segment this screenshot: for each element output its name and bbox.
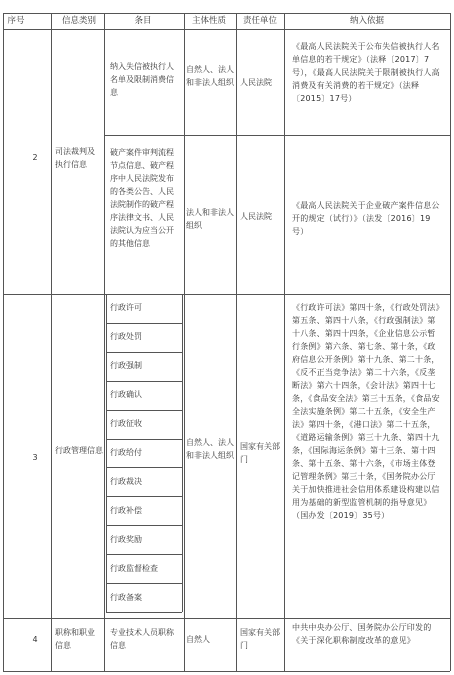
row-4-no: 4	[32, 635, 38, 644]
item-cell-line	[106, 612, 182, 613]
row-3-category: 行政管理信息	[55, 446, 103, 455]
row-4-category: 职称和职业信息	[55, 628, 95, 650]
row-3-basis: 《行政许可法》第四十条，《行政处罚法》第五条、第四十八条，《行政强制法》第十八条、第四十四条，《企业信息公示暂行条例》第六条、第七条、第十条，《政府信息公开条例》第十九条、第二十条，《反不正当竞争法》第二十六条，《反垄断法》第六十四条，《会计法》第四十七条，《食品安全法》第三十五条，《食品安全法实施条例》第二十五条，《安全生产法》第四十条，《港口法》第二十五条，《道路运输条例》第三十九条、第四十九条，《国际海运条例》第十三条、第十四条、第十五条、第十六条，《市场主体登记管理条例》第三十条，《国务院办公厅关于加快推进社会信用体系建设构建以信用为基础的新型监管机制的指导意见》（国办发〔2019〕35号）	[292, 303, 440, 520]
row-3-item: 行政补偿	[110, 505, 142, 515]
item-cell-line	[106, 439, 182, 440]
header-unit: 责任单位	[242, 16, 277, 26]
item-cell-line	[106, 554, 182, 555]
row-3-subject: 自然人、法人和非法人组织	[186, 438, 234, 460]
item-cell-line	[106, 294, 107, 612]
col-divider	[184, 13, 185, 671]
row-3-item: 行政征收	[110, 419, 142, 429]
header-divider	[3, 29, 450, 30]
col-divider	[51, 13, 52, 671]
row-2-entry-2-unit: 人民法院	[240, 212, 272, 221]
row-2-no: 2	[32, 153, 38, 162]
row-divider	[3, 294, 450, 295]
table-border-bottom	[3, 671, 450, 672]
item-cell-line	[106, 583, 182, 584]
row-3-item: 行政奖励	[110, 534, 142, 544]
header-item: 条目	[134, 16, 152, 26]
row-3-item: 行政许可	[110, 303, 142, 313]
header-basis: 纳入依据	[349, 16, 384, 26]
row-4-item: 专业技术人员职称信息	[110, 628, 174, 650]
row-2-entry-2-basis: 《最高人民法院关于企业破产案件信息公开的规定（试行）》（法发〔2016〕19号）	[292, 201, 440, 236]
item-cell-line	[106, 381, 182, 382]
row-2-entry-2-subject: 法人和非法人组织	[186, 208, 234, 230]
item-cell-line	[106, 352, 182, 353]
row-2-entry-1-item: 纳入失信被执行人名单及限制消费信息	[110, 62, 174, 97]
row-3-item: 行政确认	[110, 390, 142, 400]
col-divider	[236, 13, 237, 671]
row-3-item: 行政监督检查	[110, 563, 158, 573]
row-3-item: 行政给付	[110, 448, 142, 457]
header-no: 序号	[7, 16, 25, 26]
item-cell-line	[106, 410, 182, 411]
entry-divider	[104, 135, 450, 136]
item-cell-line	[106, 323, 182, 324]
item-cell-line	[106, 294, 182, 295]
item-cell-line	[182, 294, 183, 612]
item-cell-line	[106, 467, 182, 468]
row-2-entry-1-basis: 《最高人民法院关于公布失信被执行人名单信息的若干规定》（法释〔2017〕7号），《最高人民法院关于限制被执行人高消费及有关消费的若干规定》（法释〔2015〕17号）	[292, 42, 440, 103]
row-3-item: 行政强制	[110, 361, 142, 371]
item-cell-line	[106, 496, 182, 497]
table-border-right	[450, 13, 451, 671]
table-border-top	[3, 13, 450, 14]
row-3-item: 行政备案	[110, 592, 142, 602]
row-3-item: 行政裁决	[110, 476, 142, 486]
row-2-entry-1-unit: 人民法院	[240, 78, 272, 87]
row-3-unit: 国家有关部门	[240, 442, 280, 464]
header-category: 信息类别	[61, 16, 96, 26]
header-subject: 主体性质	[191, 16, 226, 26]
col-divider	[284, 13, 285, 671]
row-2-entry-1-subject: 自然人、法人和非法人组织	[186, 65, 234, 87]
row-3-item: 行政处罚	[110, 332, 142, 342]
col-divider	[104, 13, 105, 671]
row-divider	[3, 618, 450, 619]
row-2-entry-2-item: 破产案件审判流程节点信息、破产程序中人民法院发布的各类公告、人民法院制作的破产程序法律文书、人民法院认为应当公开的其他信息	[110, 148, 174, 248]
row-4-basis: 中共中央办公厅、国务院办公厅印发的《关于深化职称制度改革的意见》	[292, 623, 432, 645]
row-4-unit: 国家有关部门	[240, 628, 280, 650]
row-4-subject: 自然人	[186, 635, 210, 644]
row-3-no: 3	[32, 453, 38, 462]
item-cell-line	[106, 525, 182, 526]
table-border-left	[3, 13, 4, 671]
row-2-category: 司法裁判及执行信息	[55, 147, 95, 169]
